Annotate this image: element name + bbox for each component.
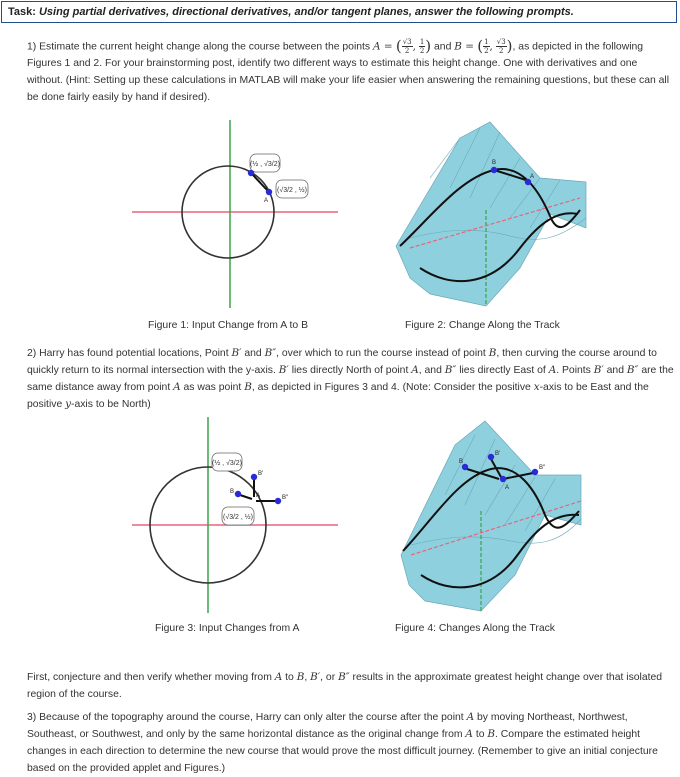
frac-den: 2 xyxy=(498,47,504,55)
q2-a: A xyxy=(548,364,557,376)
figure-4 xyxy=(395,415,585,615)
conj-bpp: B″ xyxy=(338,671,350,683)
point-a xyxy=(500,476,506,482)
coord-a: (√3/2 , ½) xyxy=(277,187,307,194)
label-a: A xyxy=(505,485,510,491)
figure-3 xyxy=(130,415,340,615)
label-b: B xyxy=(230,489,235,495)
q2-bp: B′ xyxy=(278,364,289,376)
label-a: A xyxy=(256,493,261,499)
arrow-b xyxy=(240,495,252,499)
conj-b: B xyxy=(296,671,305,683)
label-b: B xyxy=(459,459,464,465)
q1-text-a: 1) Estimate the current height change along the course between the points xyxy=(27,41,371,53)
q2-s14: -axis to be North) xyxy=(71,399,151,410)
q2-bpp: B″ xyxy=(444,364,457,376)
coord-b: (½ , √3/2) xyxy=(250,161,280,168)
label-b: B xyxy=(492,160,497,166)
figure-2-caption: Figure 2: Change Along the Track xyxy=(405,320,560,331)
q2-s11: as was point xyxy=(183,382,242,393)
q2-s2: and xyxy=(244,348,262,359)
frac xyxy=(402,38,413,55)
q3-s1: 3) Because of the topography around the course, Harry can only alter the course after the point xyxy=(27,712,464,723)
figure-2 xyxy=(390,118,590,310)
point-a xyxy=(266,189,272,195)
q2-bp: B′ xyxy=(231,347,242,359)
coord-a: (√3/2 , ½) xyxy=(223,514,253,521)
figure-4-caption: Figure 4: Changes Along the Track xyxy=(395,623,555,634)
paren: ) xyxy=(425,37,432,55)
q2-bpp: B″ xyxy=(264,347,277,359)
q3-a: A xyxy=(465,728,473,740)
q2-s9: and xyxy=(606,365,624,376)
q2-s13: -axis to be East and the positive xyxy=(27,382,649,410)
task-label: Task: xyxy=(8,6,36,18)
paren: ( xyxy=(395,37,402,55)
conj-s1: First, conjecture and then verify whether moving from xyxy=(27,672,272,683)
q2-b: B xyxy=(244,381,252,393)
frac-den: 2 xyxy=(419,47,425,55)
conj-a: A xyxy=(274,671,283,683)
q2-bp: B′ xyxy=(593,364,604,376)
point-b xyxy=(491,167,497,173)
task-line xyxy=(8,6,574,18)
label-a: A xyxy=(264,198,269,204)
point-b xyxy=(235,491,241,497)
paren: ) xyxy=(506,37,513,55)
frac-den: 2 xyxy=(484,47,489,55)
q3-s2: by moving Northeast, Northwest, Southeast, or Southwest, and only by the same horizontal distance as the original change from xyxy=(27,712,628,740)
q2-s10: are the same distance away from point xyxy=(27,365,674,393)
frac-num: √3 xyxy=(402,38,412,46)
q2-s6: , and xyxy=(418,365,442,376)
q2-s8: . Points xyxy=(556,365,591,376)
figure-1-caption: Figure 1: Input Change from A to B xyxy=(148,320,308,331)
q2-s1: 2) Harry has found potential locations, Point xyxy=(27,348,229,359)
label-bp: B′ xyxy=(258,471,264,477)
q3-to: to xyxy=(475,729,485,740)
coord-b: (½ , √3/2) xyxy=(212,460,242,467)
conj-s2: to xyxy=(285,672,294,683)
arrow-a-to-b xyxy=(252,174,267,190)
task-box xyxy=(1,1,677,23)
surface xyxy=(401,421,581,611)
q3-s3: . Compare the estimated height changes in each direction to determine the new course that would prove the most difficult journey. (Remember to give an initial conjecture based on the provided applet and Figures.) xyxy=(27,729,658,774)
q2-s12: , as depicted in Figures 3 and 4. (Note: Consider the positive xyxy=(251,382,531,393)
q2-bpp: B″ xyxy=(626,364,639,376)
question-2 xyxy=(27,345,675,413)
eq-sign: = xyxy=(380,40,396,53)
q2-a: A xyxy=(173,381,181,393)
question-1 xyxy=(27,38,675,106)
point-bp xyxy=(488,454,494,460)
frac-num: 1 xyxy=(419,38,425,46)
q3-b: B xyxy=(487,728,496,740)
conj-bp: B′ xyxy=(310,671,321,683)
q2-x: x xyxy=(533,381,540,393)
q1-point-b: B xyxy=(454,40,462,53)
eq-sign: = xyxy=(461,40,478,53)
point-bpp xyxy=(275,498,281,504)
label-bp: B′ xyxy=(495,451,501,457)
q2-a: A xyxy=(411,364,419,376)
point-bp xyxy=(251,474,257,480)
surface xyxy=(396,122,586,306)
figure-3-caption: Figure 3: Input Changes from A xyxy=(155,623,300,634)
point-b xyxy=(248,170,254,176)
label-bpp: B″ xyxy=(539,465,546,471)
paren: ( xyxy=(477,37,484,55)
q2-s4: , then curving the course around to quickly return to its normal intersection with the y-axis. xyxy=(27,348,657,376)
q2-y: y xyxy=(65,398,71,410)
point-bpp xyxy=(532,469,538,475)
conj-s4: results in the approximate greatest height change over that isolated region of the course. xyxy=(27,672,663,700)
q1-and: and xyxy=(434,41,452,53)
q1-text-b: , as depicted in the following Figures 1 and 2. For your brainstorming post, identify two different ways to estimate this height change. One with derivatives and one without. (Hint: Setting up these calculations in MATLAB will make your life easier when answering the remaining questions, but these can all be done fairly easily by hand if desired). xyxy=(27,41,670,104)
label-bpp: B″ xyxy=(282,495,289,501)
conj-s3: , or xyxy=(320,672,336,683)
q2-b: B xyxy=(488,347,497,359)
question-3 xyxy=(27,709,675,777)
q2-s7: lies directly East of xyxy=(459,365,546,376)
q1-point-a: A xyxy=(373,40,381,53)
frac-num: 1 xyxy=(484,38,489,46)
conjecture-paragraph: First, conjecture and then verify whether moving from A to B, B′, or B″ results in the approximate greatest height change over that isolated region of the course. xyxy=(27,671,663,700)
q2-s5: lies directly North of point xyxy=(291,365,409,376)
task-text: Using partial derivatives, directional derivatives, and/or tangent planes, answer the following prompts. xyxy=(38,6,574,18)
q2-s3: , over which to run the course instead of point xyxy=(276,348,486,359)
comma: , xyxy=(412,40,416,53)
label-a: A xyxy=(530,174,535,180)
frac-num: √3 xyxy=(496,38,506,46)
figure-1 xyxy=(130,118,340,310)
frac xyxy=(496,38,507,55)
frac-den: 2 xyxy=(404,47,410,55)
q3-a: A xyxy=(466,711,475,723)
comma: , xyxy=(489,40,493,53)
